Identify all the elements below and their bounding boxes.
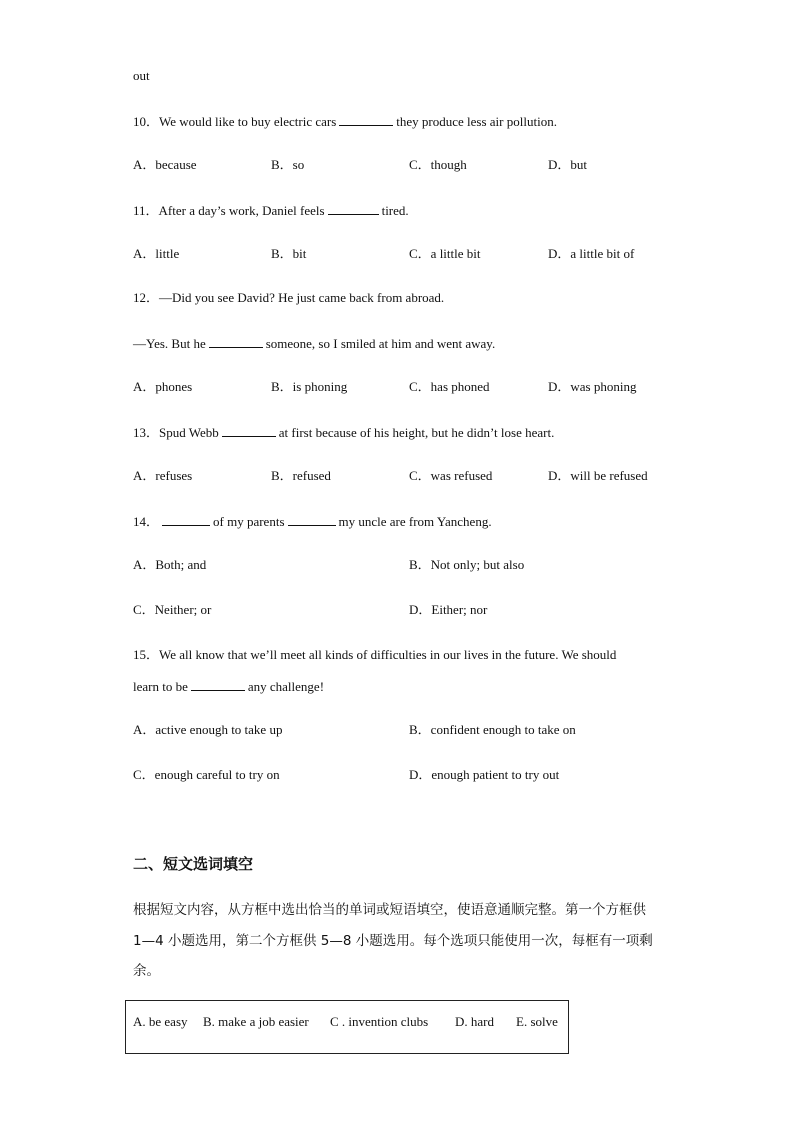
stem-text: —Yes. But he bbox=[133, 336, 206, 351]
q12-option-d: D．was phoning bbox=[548, 379, 637, 394]
word-choice-b: B. make a job easier bbox=[203, 1014, 309, 1029]
q15-option-a: A．active enough to take up bbox=[133, 722, 283, 737]
question-12-reply bbox=[133, 335, 495, 352]
q10-option-d: D．but bbox=[548, 157, 588, 172]
stem-text: 13．Spud Webb bbox=[133, 425, 219, 440]
answer-blank bbox=[162, 513, 210, 526]
q15-option-b: B．confident enough to take on bbox=[409, 722, 576, 737]
q14-option-c: C．Neither; or bbox=[133, 602, 212, 617]
question-10-stem bbox=[133, 113, 557, 130]
section-instruction-line: 余。 bbox=[133, 963, 160, 979]
stem-text: 10．We would like to buy electric cars bbox=[133, 114, 337, 129]
question-13-stem bbox=[133, 424, 554, 441]
word-choice-d: D. hard bbox=[455, 1014, 494, 1029]
section-instruction-line: 根据短文内容，从方框中选出恰当的单词或短语填空，使语意通顺完整。第一个方框供 bbox=[133, 902, 646, 918]
answer-blank bbox=[339, 113, 393, 126]
q10-option-c: C．though bbox=[409, 157, 467, 172]
question-12-stem: 12．—Did you see David? He just came back from abroad. bbox=[133, 290, 445, 305]
q14-option-d: D．Either; nor bbox=[409, 602, 488, 617]
question-14-stem bbox=[133, 513, 492, 530]
q11-option-a: A．little bbox=[133, 246, 180, 261]
stem-text: any challenge! bbox=[247, 679, 325, 694]
stem-text: of my parents bbox=[213, 514, 285, 529]
stem-text: at first because of his height, but he didn’t lose heart. bbox=[278, 425, 555, 440]
q13-option-c: C．was refused bbox=[409, 468, 493, 483]
stem-text: 11．After a day’s work, Daniel feels bbox=[133, 203, 325, 218]
q10-option-b: B．so bbox=[271, 157, 305, 172]
answer-blank bbox=[288, 513, 336, 526]
word-choice-e: E. solve bbox=[516, 1014, 558, 1029]
section-instruction-line: 1—4 小题选用，第二个方框供 5—8 小题选用。每个选项只能使用一次，每框有一项剩 bbox=[133, 933, 653, 949]
section-title: 二、短文选词填空 bbox=[133, 855, 254, 873]
q13-option-a: A．refuses bbox=[133, 468, 193, 483]
q14-option-b: B．Not only; but also bbox=[409, 557, 525, 572]
q12-option-c: C．has phoned bbox=[409, 379, 490, 394]
q11-option-d: D．a little bit of bbox=[548, 246, 635, 261]
q11-option-b: B．bit bbox=[271, 246, 307, 261]
stem-text: someone, so I smiled at him and went away. bbox=[265, 336, 496, 351]
q12-option-b: B．is phoning bbox=[271, 379, 348, 394]
word-choice-a: A. be easy bbox=[133, 1014, 188, 1029]
stem-text: 14． bbox=[133, 514, 160, 529]
answer-blank bbox=[191, 678, 245, 691]
q14-option-a: A．Both; and bbox=[133, 557, 207, 572]
word-choice-box bbox=[125, 1000, 569, 1054]
previous-text-fragment: out bbox=[133, 68, 150, 83]
q15-option-c: C．enough careful to try on bbox=[133, 767, 280, 782]
question-15-stem: 15．We all know that we’ll meet all kinds of difficulties in our lives in the future. We should bbox=[133, 647, 617, 662]
stem-text: my uncle are from Yancheng. bbox=[338, 514, 492, 529]
stem-text: they produce less air pollution. bbox=[396, 114, 557, 129]
answer-blank bbox=[328, 202, 379, 215]
q12-option-a: A．phones bbox=[133, 379, 193, 394]
q13-option-b: B．refused bbox=[271, 468, 331, 483]
q11-option-c: C．a little bit bbox=[409, 246, 481, 261]
question-15-stem-cont bbox=[133, 678, 324, 695]
answer-blank bbox=[222, 424, 276, 437]
q15-option-d: D．enough patient to try out bbox=[409, 767, 560, 782]
word-choice-c: C . invention clubs bbox=[330, 1014, 429, 1029]
answer-blank bbox=[209, 335, 263, 348]
q10-option-a: A．because bbox=[133, 157, 197, 172]
stem-text: tired. bbox=[381, 203, 409, 218]
q13-option-d: D．will be refused bbox=[548, 468, 648, 483]
stem-text: learn to be bbox=[133, 679, 188, 694]
question-11-stem bbox=[133, 202, 409, 219]
